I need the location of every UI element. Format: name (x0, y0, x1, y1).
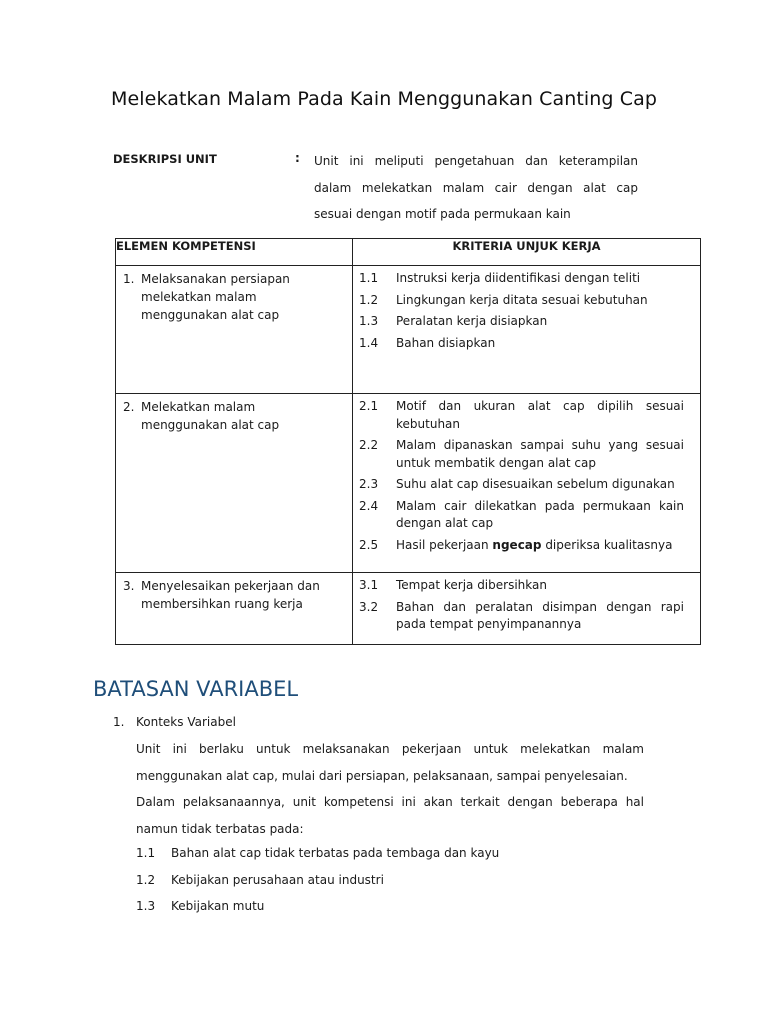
variabel-subitem-list (136, 844, 499, 924)
kriteria-text: Bahan dan peralatan disimpan dengan rapi pada tempat penyimpanannya (396, 599, 684, 631)
table-header-row (116, 239, 701, 266)
variabel-body (136, 736, 644, 842)
kriteria-text: Instruksi kerja diidentifikasi dengan teliti (396, 271, 641, 285)
kriteria-item (359, 599, 684, 634)
kriteria-text-bold: ngecap (492, 537, 542, 552)
table-row (116, 573, 701, 645)
kriteria-cell (353, 394, 701, 573)
kompetensi-table (115, 238, 701, 645)
kriteria-item (359, 577, 684, 595)
list-item (136, 897, 499, 915)
kriteria-text: Bahan disiapkan (396, 335, 496, 350)
kriteria-item (359, 335, 684, 353)
deskripsi-label: DESKRIPSI UNIT (113, 152, 217, 166)
kriteria-number: 2.4 (359, 498, 379, 513)
kriteria-number: 2.1 (359, 399, 379, 413)
subitem-number: 1.2 (136, 872, 156, 887)
kriteria-text: Peralatan kerja disiapkan (396, 314, 548, 328)
elemen-text: Melaksanakan persiapan melekatkan malam menggunakan alat cap (141, 272, 290, 322)
kriteria-text: Motif dan ukuran alat cap dipilih sesuai kebutuhan (396, 399, 684, 431)
kriteria-item (359, 292, 684, 310)
subitem-number: 1.1 (136, 846, 156, 860)
kriteria-number: 2.3 (359, 477, 379, 491)
kriteria-number: 2.5 (359, 537, 379, 552)
variabel-item-title: Konteks Variabel (136, 715, 236, 729)
kriteria-text (396, 537, 684, 555)
kriteria-number: 1.3 (359, 314, 379, 328)
subitem-text: Kebijakan mutu (171, 899, 265, 913)
kriteria-item (359, 270, 684, 288)
kriteria-number: 1.4 (359, 335, 379, 350)
page-title: Melekatkan Malam Pada Kain Menggunakan Canting Cap (111, 88, 657, 110)
kriteria-item (359, 313, 684, 331)
kriteria-number: 3.2 (359, 599, 379, 614)
kriteria-text: Malam dipanaskan sampai suhu yang sesuai untuk membatik dengan alat cap (396, 438, 684, 470)
kriteria-number: 2.2 (359, 438, 379, 452)
variabel-item-number: 1. (113, 715, 125, 729)
kriteria-text: Suhu alat cap disesuaikan sebelum digunakan (396, 477, 675, 491)
kriteria-number: 1.1 (359, 271, 379, 285)
subitem-number: 1.3 (136, 899, 156, 913)
kriteria-text: Malam cair dilekatkan pada permukaan kain dengan alat cap (396, 498, 684, 530)
deskripsi-colon: : (295, 151, 300, 165)
kriteria-number: 3.1 (359, 578, 379, 592)
kriteria-item (359, 537, 684, 555)
elemen-cell (116, 266, 353, 394)
table-row (116, 394, 701, 573)
kriteria-cell (353, 573, 701, 645)
section-heading-batasan: BATASAN VARIABEL (93, 677, 299, 701)
variabel-paragraph: Unit ini berlaku untuk melaksanakan pekerjaan untuk melekatkan malam menggunakan alat cap, mulai dari persiapan, pelaksanaan, sampai penyelesaian. (136, 742, 644, 783)
elemen-cell (116, 573, 353, 645)
kriteria-item (359, 398, 684, 433)
kriteria-item (359, 476, 684, 494)
kriteria-item (359, 437, 684, 472)
elemen-number: 1. (123, 272, 135, 286)
variabel-paragraph: Dalam pelaksanaannya, unit kompetensi ini akan terkait dengan beberapa hal namun tidak terbatas pada: (136, 795, 644, 836)
deskripsi-text (314, 148, 638, 228)
deskripsi-line: dalam melekatkan malam cair dengan alat cap (314, 180, 638, 195)
subitem-text: Bahan alat cap tidak terbatas pada tembaga dan kayu (171, 846, 500, 860)
kriteria-text-part: diperiksa kualitasnya (541, 537, 673, 552)
elemen-number: 3. (123, 579, 135, 593)
elemen-text: Menyelesaikan pekerjaan dan membersihkan ruang kerja (141, 579, 320, 611)
table-row (116, 266, 701, 394)
elemen-cell (116, 394, 353, 573)
kriteria-number: 1.2 (359, 292, 379, 307)
deskripsi-line: sesuai dengan motif pada permukaan kain (314, 207, 571, 221)
list-item (136, 844, 499, 862)
subitem-text: Kebijakan perusahaan atau industri (171, 872, 384, 887)
elemen-text: Melekatkan malam menggunakan alat cap (141, 400, 280, 432)
list-item (136, 871, 499, 889)
deskripsi-line: Unit ini meliputi pengetahuan dan keterampilan (314, 154, 638, 168)
kriteria-cell (353, 266, 701, 394)
elemen-number: 2. (123, 400, 135, 414)
variabel-item-heading (113, 715, 236, 729)
kriteria-text: Lingkungan kerja ditata sesuai kebutuhan (396, 292, 648, 307)
kriteria-text: Tempat kerja dibersihkan (396, 578, 547, 592)
kriteria-text-part: Hasil pekerjaan (396, 537, 493, 552)
header-elemen: ELEMEN KOMPETENSI (116, 239, 353, 266)
header-kriteria: KRITERIA UNJUK KERJA (353, 239, 701, 266)
kriteria-item (359, 498, 684, 533)
